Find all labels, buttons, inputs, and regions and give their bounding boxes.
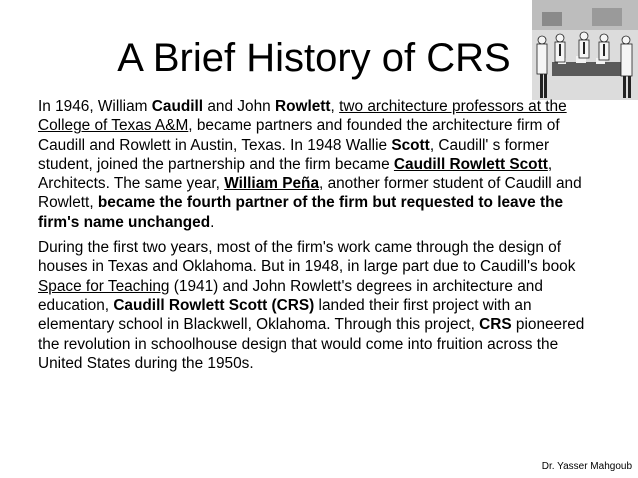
text: , Architects. The same year,	[38, 155, 553, 193]
author-footer: Dr. Yasser Mahgoub	[541, 461, 632, 472]
paragraph-1	[38, 97, 604, 232]
bold-name-caudill: Caudill	[151, 98, 204, 115]
text: pioneered the revolution in schoolhouse design that would come into fruition across the United States during the 1950s.	[38, 316, 585, 372]
bold-crs-full: Caudill Rowlett Scott (CRS)	[113, 296, 315, 314]
text: ,	[330, 98, 340, 115]
bold-name-scott: Scott	[391, 136, 430, 154]
text: In 1946, William	[38, 98, 152, 115]
bold-crs: CRS	[479, 316, 512, 334]
link-william-pena[interactable]: William Peña	[224, 175, 320, 193]
text: (1941) and John Rowlett's degrees in architecture and education,	[38, 277, 543, 314]
slide-body	[38, 97, 604, 379]
text: landed their first project with an elementary school in Blackwell, Oklahoma. Through this project,	[38, 296, 532, 334]
link-professors[interactable]: two architecture professors at the College of Texas A&M	[38, 98, 567, 135]
paragraph-2	[38, 238, 604, 373]
slide-title: A Brief History of CRS	[117, 36, 511, 80]
partners-photo	[532, 0, 638, 100]
text: and John	[203, 98, 275, 115]
link-caudill-rowlett-scott[interactable]: Caudill Rowlett Scott	[393, 155, 548, 173]
text: , another former student of Caudill and Rowlett,	[38, 175, 582, 212]
text: , became partners and founded the architecture firm of Caudill and Rowlett in Austin, Texas. In 1948 Wallie	[38, 117, 560, 154]
photo-graphic	[532, 0, 638, 100]
text: .	[210, 213, 215, 231]
bold-fourth-partner: became the fourth partner of the firm but requested to leave the firm's name unchanged	[38, 194, 564, 231]
bold-name-rowlett: Rowlett	[274, 98, 331, 115]
text: During the first two years, most of the firm's work came through the design of houses in Texas and Oklahoma. But in 1948, in large part due to Caudill's book	[38, 239, 576, 276]
link-space-for-teaching[interactable]: Space for Teaching	[38, 277, 170, 295]
text: , Caudill' s former student, joined the partnership and the firm became	[38, 136, 550, 173]
